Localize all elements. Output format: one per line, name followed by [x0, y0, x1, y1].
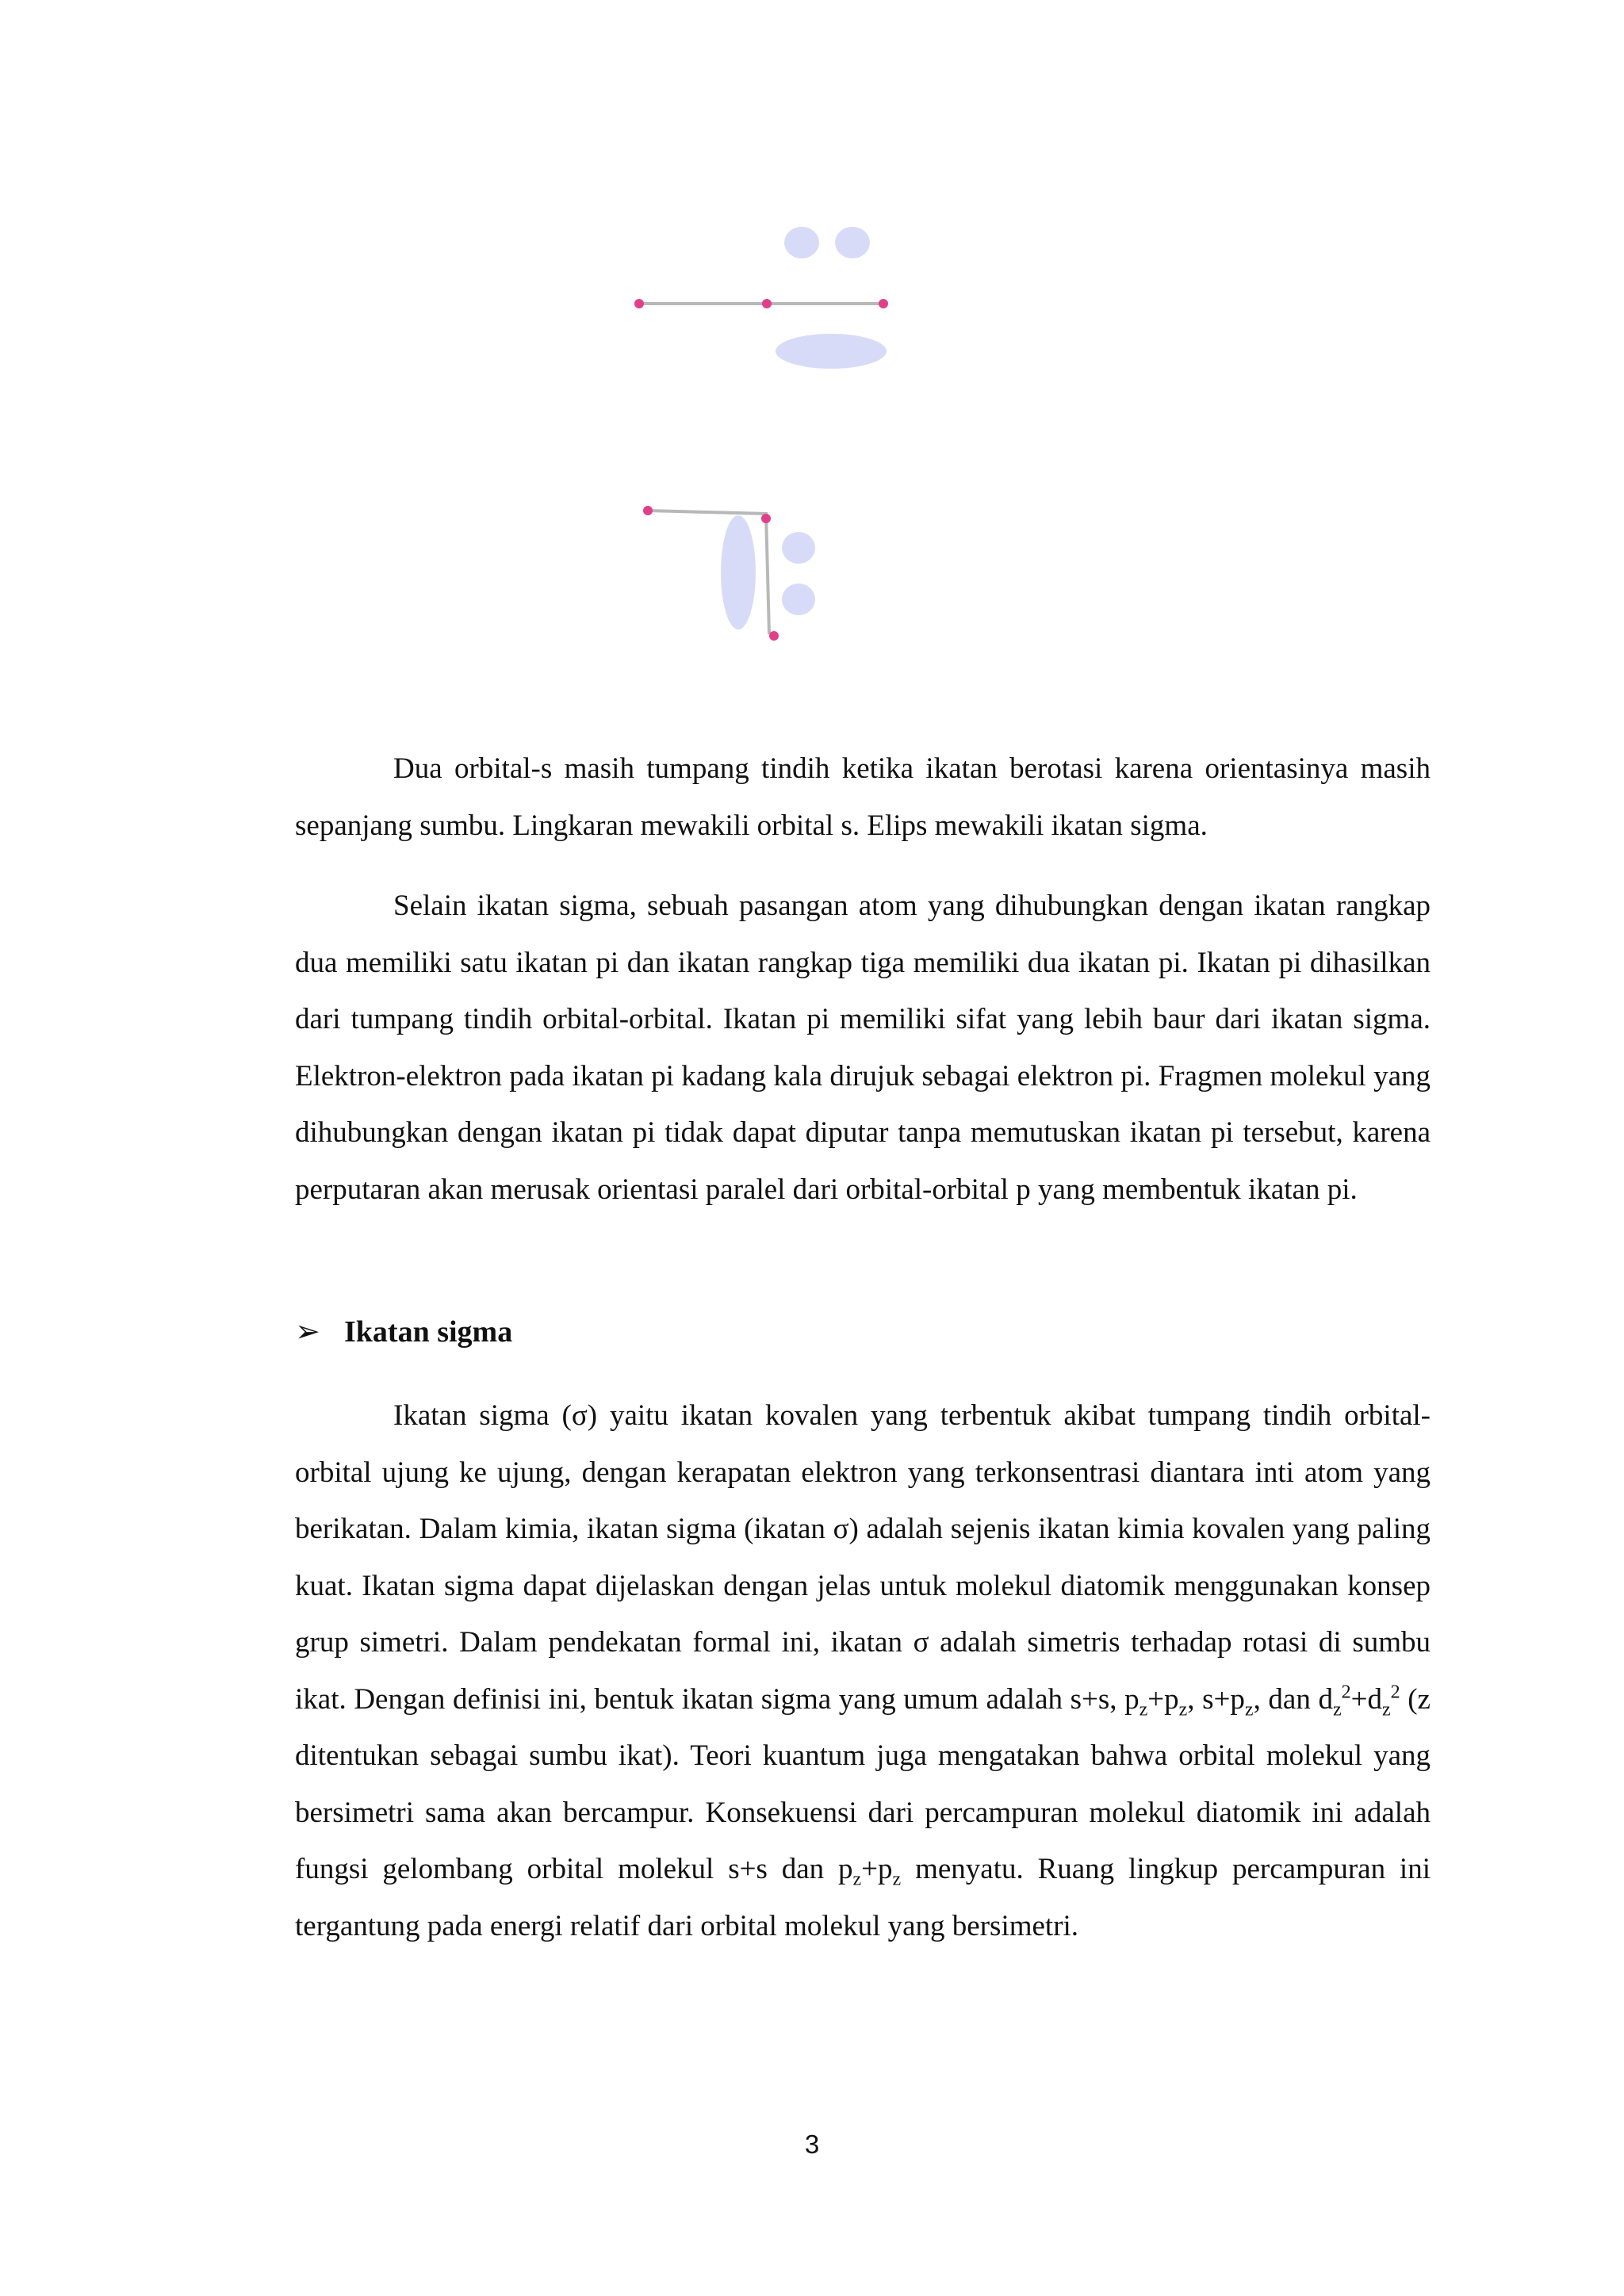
paragraph-text: Selain ikatan sigma, sebuah pasangan atom yang dihubungkan dengan ikatan rangkap dua memiliki satu ikatan pi dan ikatan rangkap tiga memiliki dua ikatan pi. Ikatan pi dihasilkan dari tumpang tindih orbital-orbital. Ikatan pi memiliki sifat yang lebih baur dari ikatan sigma. Elektron-elektron pada ikatan pi kadang kala dirujuk sebagai elektron pi. Fragmen molekul yang dihubungkan dengan ikatan pi tidak dapat diputar tanpa memutuskan ikatan pi tersebut, karena perputaran akan merusak orientasi paralel dari orbital-orbital p yang membentuk ikatan pi. [295, 890, 1431, 1206]
axis-point [762, 299, 772, 308]
page-number: 3 [804, 2130, 820, 2159]
section-heading-text: Ikatan sigma [344, 1315, 513, 1349]
section-heading [295, 1304, 512, 1361]
pi-bond-paragraph [295, 878, 1431, 1218]
arrow-bullet-icon: ➢ [295, 1315, 320, 1349]
axis-point [761, 514, 771, 523]
rotated-bond-diagram [643, 506, 815, 641]
s-orbital-circle [784, 227, 819, 258]
paragraph-text: Ikatan sigma (σ) yaitu ikatan kovalen yang terbentuk akibat tumpang tindih orbital-orbital ujung ke ujung, dengan kerapatan elektron yang terkonsentrasi diantara inti atom yang berikatan. Dalam kimia, ikatan sigma (ikatan σ) adalah sejenis ikatan kimia kovalen yang paling kuat. Ikatan sigma dapat dijelaskan dengan jelas untuk molekul diatomik menggunakan konsep grup simetri. Dalam pendekatan formal ini, ikatan σ adalah simetris terhadap rotasi di sumbu ikat. Dengan definisi ini, bentuk ikatan sigma yang umum adalah s+s, $p_z+p_z$, $s+p_z$, dan $d_z^2+d_z^2$ (z ditentukan sebagai sumbu ikat). Teori kuantum juga mengatakan bahwa orbital molekul yang bersimetri sama akan bercampur. Konsekuensi dari percampuran molekul diatomik ini adalah fungsi gelombang orbital molekul s+s dan $p_z+p_z$ menyatu. Ruang lingkup percampuran ini tergantung pada energi relatif dari orbital molekul yang bersimetri. [295, 1399, 1431, 1942]
sigma-bond-ellipse [776, 334, 887, 369]
horizontal-bond-diagram [634, 227, 888, 369]
s-orbital-circle [782, 584, 815, 615]
paragraph-text: Dua orbital-s masih tumpang tindih ketika ikatan berotasi karena orientasinya masih sepanjang sumbu. Lingkaran mewakili orbital s. Elips mewakili ikatan sigma. [295, 752, 1431, 842]
s-orbital-circle [835, 227, 870, 258]
sigma-bond-paragraph [295, 1387, 1431, 1954]
orbital-diagram [0, 0, 1624, 714]
sigma-bond-rotation-figure [0, 0, 1624, 714]
figure-caption-paragraph [295, 740, 1431, 854]
axis-point [879, 299, 888, 308]
s-orbital-circle [782, 532, 815, 564]
axis-point [643, 506, 653, 515]
axis-point [769, 631, 779, 641]
axis-point [634, 299, 644, 308]
sigma-bond-ellipse [721, 515, 756, 629]
